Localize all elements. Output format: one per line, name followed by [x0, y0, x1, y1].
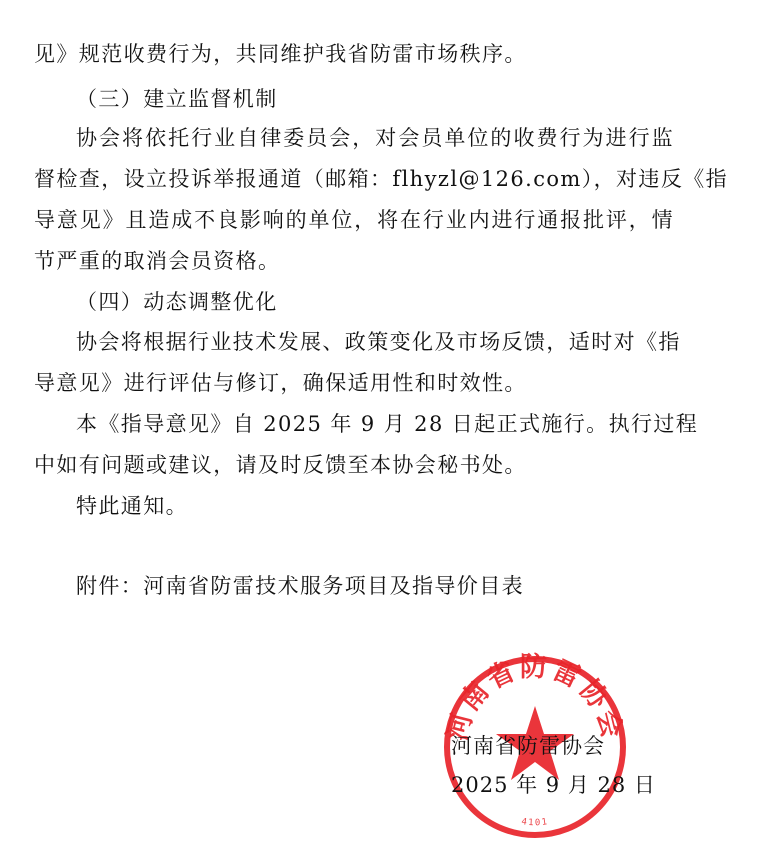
- paragraph-line: 见》规范收费行为，共同维护我省防雷市场秩序。: [34, 42, 527, 66]
- paragraph-line: 导意见》且造成不良影响的单位，将在行业内进行通报批评，情: [34, 208, 674, 232]
- svg-text:4101: [521, 817, 549, 828]
- attachment-line: 附件：河南省防雷技术服务项目及指导价目表: [76, 574, 524, 598]
- paragraph-line: 导意见》进行评估与修订，确保适用性和时效性。: [34, 371, 527, 395]
- closing-line: 特此通知。: [76, 494, 188, 518]
- section-heading-4: （四）动态调整优化: [76, 290, 278, 314]
- paragraph-line: 协会将根据行业技术发展、政策变化及市场反馈，适时对《指: [76, 330, 681, 354]
- signature-date: 2025 年 9 月 28 日: [451, 773, 656, 797]
- paragraph-line: 节严重的取消会员资格。: [34, 249, 281, 273]
- paragraph-line: 督检查，设立投诉举报通道（邮箱：flhyzl@126.com），对违反《指: [34, 167, 729, 191]
- paragraph-line: 中如有问题或建议，请及时反馈至本协会秘书处。: [34, 453, 527, 477]
- seal-number: 4101: [520, 817, 550, 829]
- signature-org: 河南省防雷协会: [451, 734, 605, 758]
- seal-text: 河南省防雷协会: [442, 652, 628, 744]
- paragraph-line: 本《指导意见》自 2025 年 9 月 28 日起正式施行。执行过程: [76, 412, 699, 436]
- section-heading-3: （三）建立监督机制: [76, 87, 278, 111]
- paragraph-line: 协会将依托行业自律委员会，对会员单位的收费行为进行监: [76, 126, 674, 150]
